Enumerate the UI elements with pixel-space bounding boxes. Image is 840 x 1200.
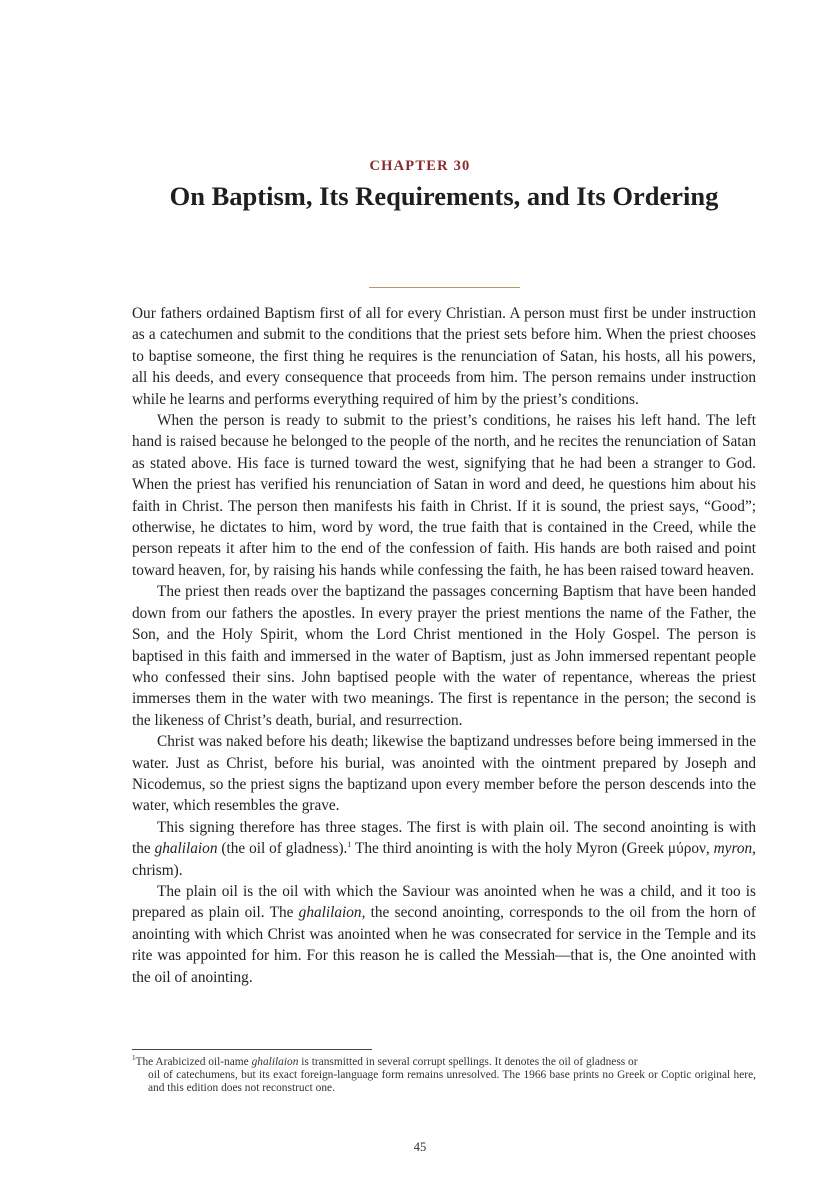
footnote-reference[interactable]: 1 [347, 840, 352, 850]
footnote-divider [132, 1049, 372, 1050]
paragraph-5-text-c: The third anointing is with the holy Myron (Greek μύρον, [351, 840, 714, 858]
paragraph-5-text-d: , chrism). [132, 840, 756, 879]
footnote-number: 1 [132, 1054, 136, 1063]
term-myron: myron [713, 840, 753, 858]
paragraph-4: Christ was naked before his death; likewise the baptizand undresses before being immersed in the water. Just as Christ, before his burial, was anointed with the ointment prepared by Joseph and Nicodemus, so the priest signs the baptizand upon every member before the person descends into the water, which resembles the grave. [132, 733, 756, 815]
paragraph-3: The priest then reads over the baptizand the passages concerning Baptism that have been handed down from our fathers the apostles. In every prayer the priest mentions the name of the Father, the Son, and the Holy Spirit, whom the Lord Christ mentioned in the Holy Gospel. The person is baptised in this faith and immersed in the water of Baptism, just as John immersed repentant people who confessed their sins. John baptised people with the water of repentance, whereas the priest immerses them in the water with two meanings. The first is repentance in the person; the second is the likeness of Christ’s death, burial, and resurrection. [132, 583, 756, 729]
body-text [132, 303, 756, 988]
footnote-text-a: The Arabicized oil-name [135, 1056, 252, 1068]
page-number: 45 [413, 1140, 427, 1154]
paragraph-6-text-b: , the second anointing, corresponds to the oil from the horn of anointing with which Christ was anointed when he was consecrated for service in the Temple and its rite was appointed for him. For this reason he is called the Messiah—that is, the One anointed with the oil of anointing. [132, 904, 756, 986]
paragraph-6-text-a: The plain oil is the oil with which the Saviour was anointed when he was a child, and it too is prepared as plain oil. The [132, 882, 756, 922]
title-divider [369, 287, 520, 288]
paragraph-6 [132, 881, 756, 988]
footnote-term: ghalilaion [251, 1056, 299, 1068]
term-ghalilaion-2: ghalilaion [298, 904, 362, 922]
chapter-label: CHAPTER 30 [369, 158, 471, 174]
footnote-text-b: is transmitted in several corrupt spellings. It denotes the oil of gladness or [298, 1056, 638, 1068]
paragraph-2: When the person is ready to submit to the priest’s conditions, he raises his left hand. The left hand is raised because he belonged to the people of the north, and he recites the renunciation of Satan as stated above. His face is turned toward the west, signifying that he had been a stranger to God. When the priest has verified his renunciation of Satan in word and deed, he questions him about his faith in Christ. The person then manifests his faith in Christ. If it is sound, the priest says, “Good”; otherwise, he dictates to him, word by word, the true faith that is contained in the Creed, while the person repeats it after him to the end of the confession of faith. His hands are both raised and point toward heaven, for, by raising his hands while confessing the faith, he has been raised toward heaven. [132, 412, 756, 579]
paragraph-1: Our fathers ordained Baptism first of all for every Christian. A person must first be under instruction as a catechumen and submit to the conditions that the priest sets before him. When the priest chooses to baptise someone, the first thing he requires is the renunciation of Satan, his hosts, all his powers, all his deeds, and every consequence that proceeds from him. The person remains under instruction while he learns and performs everything required of him by the priest’s conditions. [132, 305, 756, 408]
footnote-continuation: oil of catechumens, but its exact foreign-language form remains unresolved. The 1966 base prints no Greek or Coptic original here, and this edition does not reconstruct one. [148, 1069, 756, 1094]
paragraph-5-text-a: This signing therefore has three stages. The first is with plain oil. The second anointing is with the [132, 818, 756, 858]
footnote [132, 1056, 756, 1095]
paragraph-5-text-b: (the oil of gladness). [217, 840, 348, 858]
chapter-title: On Baptism, Its Requirements, and Its Ordering [169, 181, 719, 211]
term-ghalilaion: ghalilaion [154, 840, 218, 858]
paragraph-5 [132, 817, 756, 881]
